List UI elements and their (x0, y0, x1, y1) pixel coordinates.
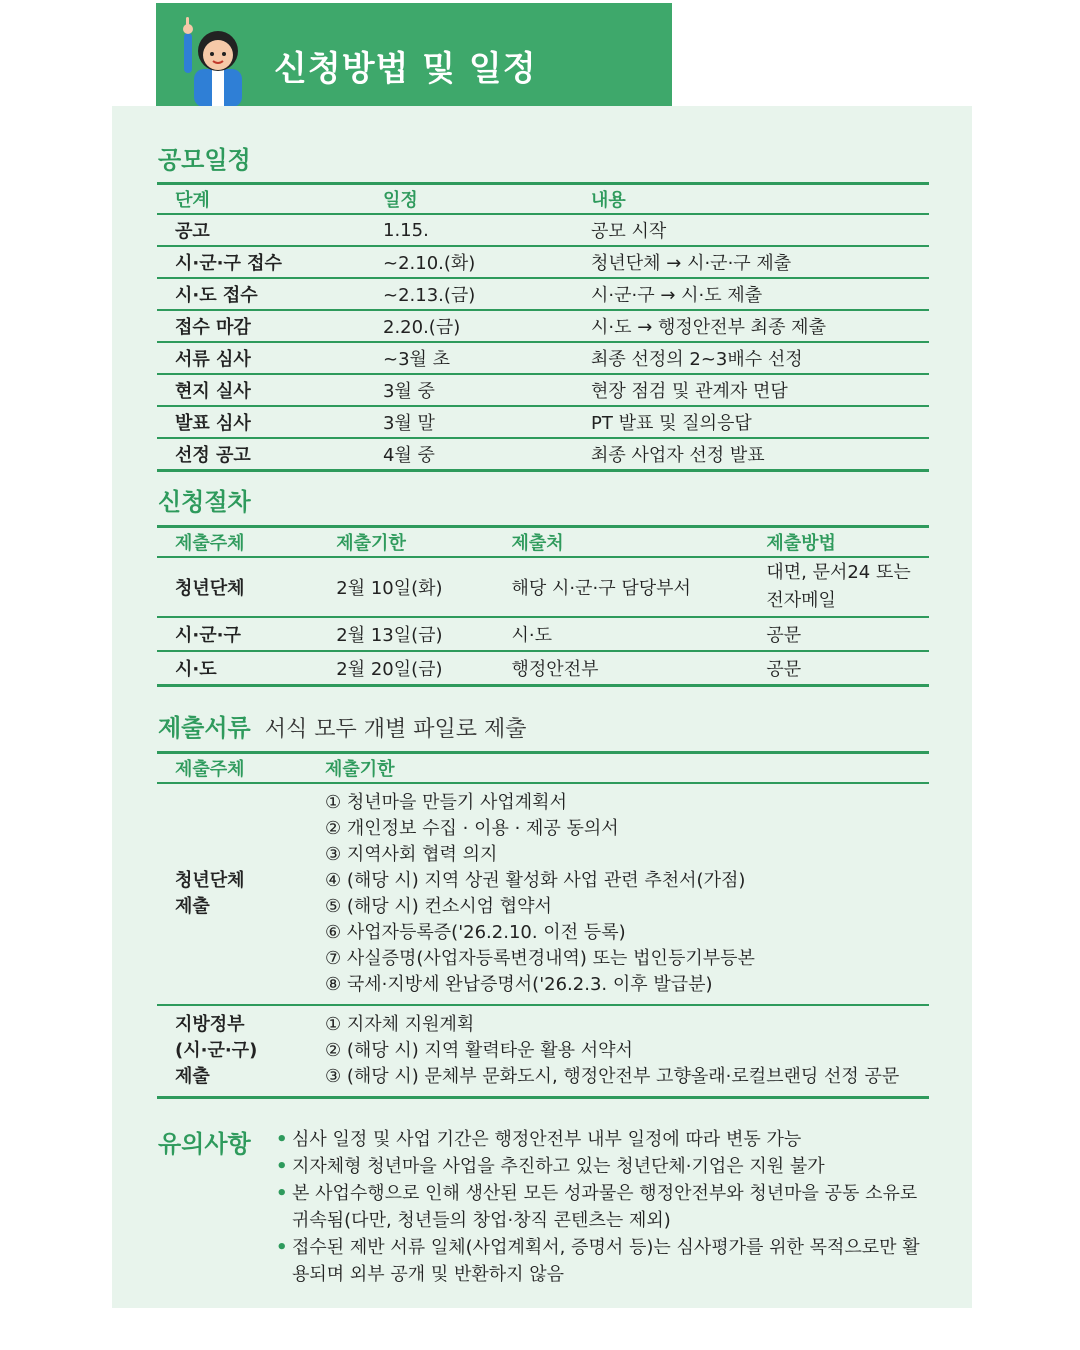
list-item: ② (해당 시) 지역 활력타운 활용 서약서 (325, 1040, 633, 1061)
documents-list (307, 1005, 929, 1098)
stage-cell: 시·군·구 접수 (157, 246, 365, 278)
stage-cell: 공고 (157, 214, 365, 246)
notes-list (276, 1126, 926, 1288)
date-cell: ~3월 초 (365, 342, 573, 374)
table-row (157, 617, 929, 651)
schedule-title: 공모일정 (158, 146, 251, 174)
subject-cell: 시·군·구 (157, 617, 318, 651)
note-item: • 지자체형 청년마을 사업을 추진하고 있는 청년단체·기업은 지원 불가 (276, 1153, 926, 1180)
note-item: • 본 사업수행으로 인해 생산된 모든 성과물은 행정안전부와 청년마을 공동 소유로 귀속됨(다만, 청년들의 창업·창직 콘텐츠는 제외) (276, 1180, 926, 1234)
list-item: ① 지자체 지원계획 (325, 1014, 475, 1035)
table-row (157, 214, 929, 246)
column-header: 단계 (175, 190, 210, 211)
column-header: 제출처 (511, 533, 564, 554)
method-cell: 대면, 문서24 또는 전자메일 (748, 557, 929, 617)
content-cell: 최종 선정의 2~3배수 선정 (573, 342, 929, 374)
table-row (157, 374, 929, 406)
table-row (157, 310, 929, 342)
content-cell: 시·군·구 → 시·도 제출 (573, 278, 929, 310)
table-row (157, 557, 929, 617)
stage-cell: 시·도 접수 (157, 278, 365, 310)
page-title: 신청방법 및 일정 (274, 49, 537, 89)
date-cell: 1.15. (365, 214, 573, 246)
subject-cell: 청년단체 (157, 557, 318, 617)
list-item: ② 개인정보 수집 · 이용 · 제공 동의서 (325, 818, 619, 839)
content-cell: 시·도 → 행정안전부 최종 제출 (573, 310, 929, 342)
subject-cell: 시·도 (157, 651, 318, 685)
documents-table (157, 751, 929, 1099)
destination-cell: 해당 시·군·구 담당부서 (494, 557, 749, 617)
column-header: 제출기한 (336, 533, 406, 554)
subject-cell: 청년단체 제출 (157, 783, 307, 1005)
column-header: 제출기한 (325, 759, 395, 780)
column-header: 내용 (591, 190, 626, 211)
documents-list (307, 783, 929, 1005)
destination-cell: 행정안전부 (494, 651, 749, 685)
table-row (157, 1005, 929, 1098)
note-item: • 심사 일정 및 사업 기간은 행정안전부 내부 일정에 따라 변동 가능 (276, 1126, 926, 1153)
column-header: 제출주체 (175, 533, 245, 554)
stage-cell: 접수 마감 (157, 310, 365, 342)
table-header-row (157, 184, 929, 215)
list-item: ⑤ (해당 시) 컨소시엄 협약서 (325, 896, 552, 917)
table-row (157, 651, 929, 685)
table-row (157, 342, 929, 374)
content-cell: 공모 시작 (573, 214, 929, 246)
list-item: ⑧ 국세·지방세 완납증명서('26.2.3. 이후 발급분) (325, 974, 713, 995)
column-header: 제출방법 (766, 533, 836, 554)
procedure-table (157, 525, 929, 687)
stage-cell: 선정 공고 (157, 438, 365, 471)
list-item: ① 청년마을 만들기 사업계획서 (325, 792, 567, 813)
method-cell: 공문 (748, 617, 929, 651)
stage-cell: 현지 실사 (157, 374, 365, 406)
table-row (157, 246, 929, 278)
list-item: ③ 지역사회 협력 의지 (325, 844, 498, 865)
table-row (157, 278, 929, 310)
list-item: ⑥ 사업자등록증('26.2.10. 이전 등록) (325, 922, 626, 943)
header-banner (156, 3, 672, 106)
documents-title (158, 708, 527, 743)
list-item: ③ (해당 시) 문체부 문화도시, 행정안전부 고향올래·로컬브랜딩 선정 공문 (325, 1066, 900, 1087)
content-cell: 현장 점검 및 관계자 면담 (573, 374, 929, 406)
schedule-table (157, 182, 929, 472)
deadline-cell: 2월 13일(금) (318, 617, 493, 651)
date-cell: ~2.10.(화) (365, 246, 573, 278)
notes-title: 유의사항 (158, 1130, 251, 1158)
date-cell: 3월 중 (365, 374, 573, 406)
table-header-row (157, 753, 929, 784)
deadline-cell: 2월 10일(화) (318, 557, 493, 617)
method-cell: 공문 (748, 651, 929, 685)
deadline-cell: 2월 20일(금) (318, 651, 493, 685)
character-illustration (178, 17, 258, 107)
table-row (157, 438, 929, 471)
date-cell: 2.20.(금) (365, 310, 573, 342)
procedure-title: 신청절차 (158, 488, 251, 516)
content-cell: 청년단체 → 시·군·구 제출 (573, 246, 929, 278)
content-cell: 최종 사업자 선정 발표 (573, 438, 929, 471)
date-cell: ~2.13.(금) (365, 278, 573, 310)
list-item: ④ (해당 시) 지역 상권 활성화 사업 관련 추천서(가점) (325, 870, 746, 891)
subject-cell: 지방정부 (시·군·구) 제출 (157, 1005, 307, 1098)
table-row (157, 406, 929, 438)
date-cell: 4월 중 (365, 438, 573, 471)
content-cell: PT 발표 및 질의응답 (573, 406, 929, 438)
date-cell: 3월 말 (365, 406, 573, 438)
documents-title-text: 제출서류 (158, 714, 251, 742)
stage-cell: 서류 심사 (157, 342, 365, 374)
documents-subtitle: 서식 모두 개별 파일로 제출 (264, 717, 527, 742)
note-item: • 접수된 제반 서류 일체(사업계획서, 증명서 등)는 심사평가를 위한 목적으로만 활용되며 외부 공개 및 반환하지 않음 (276, 1234, 926, 1288)
table-header-row (157, 527, 929, 558)
column-header: 제출주체 (175, 759, 245, 780)
destination-cell: 시·도 (494, 617, 749, 651)
stage-cell: 발표 심사 (157, 406, 365, 438)
column-header: 일정 (383, 190, 418, 211)
list-item: ⑦ 사실증명(사업자등록변경내역) 또는 법인등기부등본 (325, 948, 755, 969)
table-row (157, 783, 929, 1005)
